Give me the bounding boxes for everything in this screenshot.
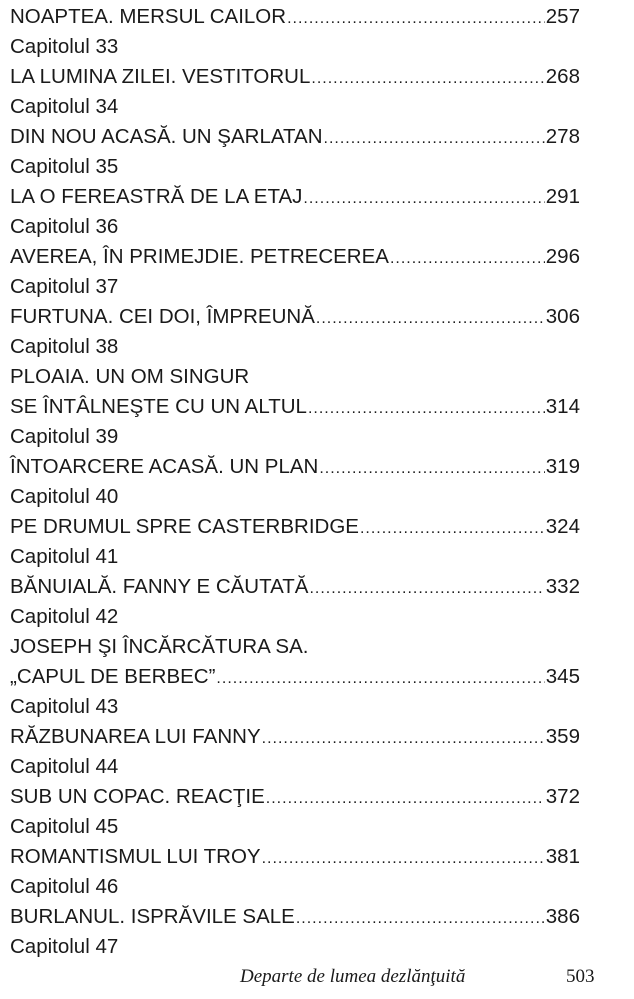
page-footer <box>0 966 600 992</box>
toc-entry <box>10 512 580 542</box>
dot-leader <box>287 4 545 34</box>
toc-entry <box>10 302 580 332</box>
toc-entry-page: 381 <box>545 845 580 868</box>
dot-leader <box>324 124 545 154</box>
chapter-heading <box>10 422 580 452</box>
toc-entry-title: DIN NOU ACASĂ. UN ŞARLATAN <box>10 125 323 148</box>
chapter-label: Capitolul 41 <box>10 545 119 568</box>
chapter-label: Capitolul 37 <box>10 275 119 298</box>
chapter-heading <box>10 272 580 302</box>
dot-leader <box>303 184 544 214</box>
toc-entry-title: „CAPUL DE BERBEC” <box>10 665 216 688</box>
chapter-heading <box>10 812 580 842</box>
dot-leader <box>316 304 545 334</box>
chapter-label: Capitolul 33 <box>10 35 119 58</box>
dot-leader <box>296 904 545 934</box>
dot-leader <box>311 64 544 94</box>
toc-entry-title: RĂZBUNAREA LUI FANNY <box>10 725 261 748</box>
chapter-label: Capitolul 35 <box>10 155 119 178</box>
table-of-contents <box>10 2 580 962</box>
toc-entry-page: 324 <box>545 515 580 538</box>
chapter-label: Capitolul 38 <box>10 335 119 358</box>
chapter-heading <box>10 332 580 362</box>
dot-leader <box>308 394 545 424</box>
running-title: Departe de lumea dezlănţuită <box>240 966 466 987</box>
toc-entry-title: PLOAIA. UN OM SINGUR <box>10 365 250 388</box>
chapter-label: Capitolul 43 <box>10 695 119 718</box>
chapter-heading <box>10 32 580 62</box>
chapter-label: Capitolul 42 <box>10 605 119 628</box>
dot-leader <box>319 454 544 484</box>
chapter-heading <box>10 932 580 962</box>
page-number: 503 <box>566 966 595 987</box>
toc-entry-title: LA LUMINA ZILEI. VESTITORUL <box>10 65 311 88</box>
chapter-heading <box>10 752 580 782</box>
toc-entry-title: LA O FEREASTRĂ DE LA ETAJ <box>10 185 303 208</box>
dot-leader <box>360 514 545 544</box>
toc-entry-title: NOAPTEA. MERSUL CAILOR <box>10 5 287 28</box>
dot-leader <box>309 574 544 604</box>
toc-entry-page: 372 <box>545 785 580 808</box>
dot-leader <box>262 844 545 874</box>
toc-entry <box>10 662 580 692</box>
toc-entry-page: 278 <box>545 125 580 148</box>
toc-entry <box>10 2 580 32</box>
chapter-heading <box>10 92 580 122</box>
toc-entry-page: 296 <box>545 245 580 268</box>
chapter-label: Capitolul 39 <box>10 425 119 448</box>
chapter-heading <box>10 212 580 242</box>
toc-entry-title: FURTUNA. CEI DOI, ÎMPREUNĂ <box>10 305 315 328</box>
chapter-heading <box>10 872 580 902</box>
toc-entry <box>10 572 580 602</box>
dot-leader <box>262 724 545 754</box>
toc-entry-title-line <box>10 632 580 662</box>
toc-entry-title: PE DRUMUL SPRE CASTERBRIDGE <box>10 515 359 538</box>
dot-leader <box>216 664 544 694</box>
chapter-heading <box>10 152 580 182</box>
toc-entry-page: 386 <box>545 905 580 928</box>
toc-entry-page: 306 <box>545 305 580 328</box>
toc-entry-page: 319 <box>545 455 580 478</box>
chapter-heading <box>10 482 580 512</box>
toc-entry <box>10 902 580 932</box>
toc-entry-page: 359 <box>545 725 580 748</box>
toc-entry-page: 345 <box>545 665 580 688</box>
toc-entry <box>10 842 580 872</box>
toc-entry-title: BĂNUIALĂ. FANNY E CĂUTATĂ <box>10 575 309 598</box>
toc-entry-page: 257 <box>545 5 580 28</box>
toc-entry-title: ROMANTISMUL LUI TROY <box>10 845 261 868</box>
chapter-label: Capitolul 36 <box>10 215 119 238</box>
toc-entry-title: SUB UN COPAC. REACŢIE <box>10 785 265 808</box>
toc-entry-page: 314 <box>545 395 580 418</box>
toc-entry-title: JOSEPH ŞI ÎNCĂRCĂTURA SA. <box>10 635 309 658</box>
chapter-label: Capitolul 34 <box>10 95 119 118</box>
toc-entry-title: SE ÎNTÂLNEŞTE CU UN ALTUL <box>10 395 307 418</box>
toc-entry <box>10 182 580 212</box>
chapter-label: Capitolul 46 <box>10 875 119 898</box>
toc-entry-page: 332 <box>545 575 580 598</box>
dot-leader <box>266 784 545 814</box>
chapter-label: Capitolul 45 <box>10 815 119 838</box>
toc-entry-title-line <box>10 362 580 392</box>
toc-entry-title: BURLANUL. ISPRĂVILE SALE <box>10 905 295 928</box>
toc-entry <box>10 122 580 152</box>
toc-entry <box>10 62 580 92</box>
chapter-heading <box>10 602 580 632</box>
toc-entry-page: 291 <box>545 185 580 208</box>
toc-entry <box>10 242 580 272</box>
chapter-heading <box>10 692 580 722</box>
chapter-label: Capitolul 40 <box>10 485 119 508</box>
chapter-heading <box>10 542 580 572</box>
toc-entry <box>10 392 580 422</box>
toc-entry-title: ÎNTOARCERE ACASĂ. UN PLAN <box>10 455 319 478</box>
chapter-label: Capitolul 47 <box>10 935 119 958</box>
toc-entry <box>10 452 580 482</box>
toc-entry <box>10 782 580 812</box>
dot-leader <box>390 244 545 274</box>
chapter-label: Capitolul 44 <box>10 755 119 778</box>
toc-entry-title: AVEREA, ÎN PRIMEJDIE. PETRECEREA <box>10 245 389 268</box>
toc-entry-page: 268 <box>545 65 580 88</box>
toc-entry <box>10 722 580 752</box>
